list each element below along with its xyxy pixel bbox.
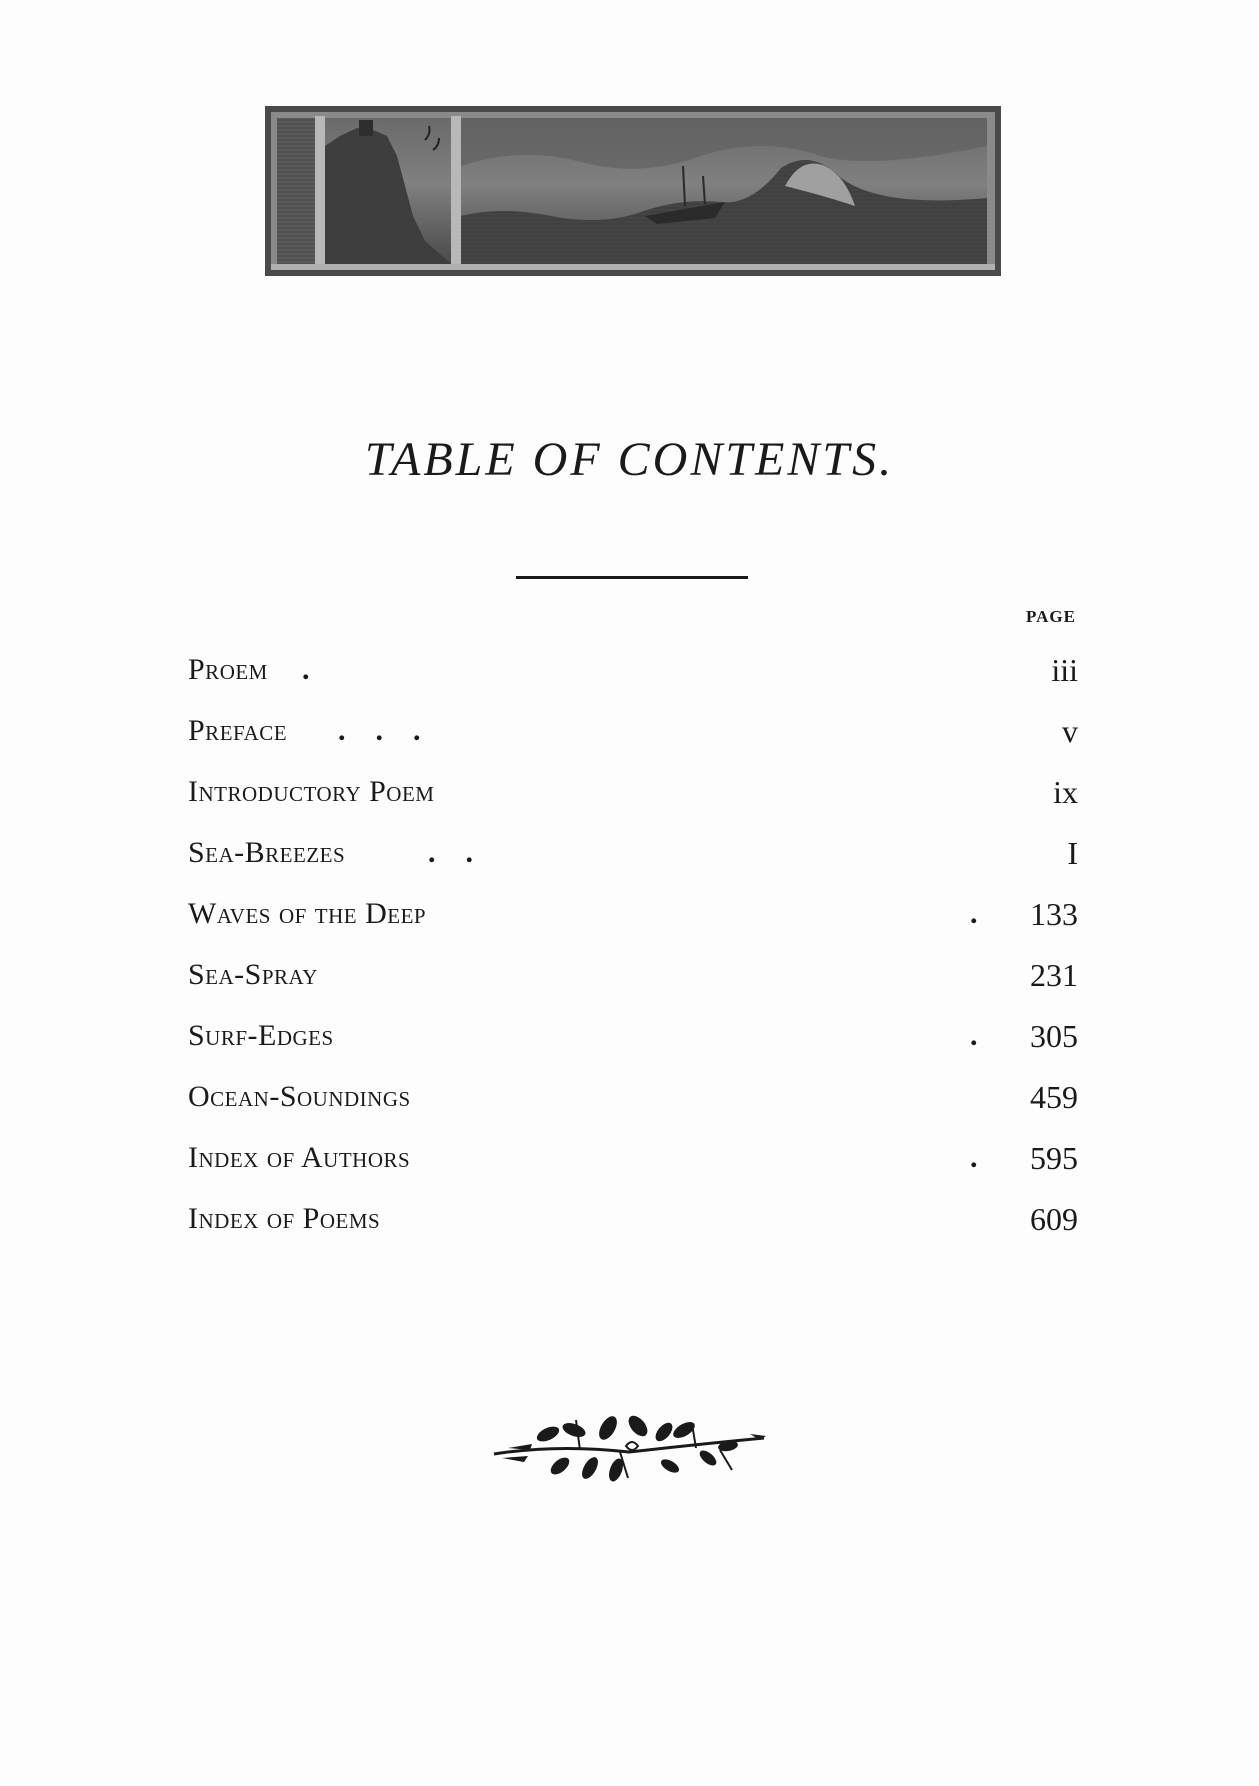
toc-entry-page: I: [1067, 835, 1078, 871]
seascape-engraving: [265, 106, 1001, 276]
page-title: TABLE OF CONTENTS.: [364, 433, 895, 486]
toc-entry[interactable]: [188, 1138, 1078, 1199]
title-rule: [516, 576, 748, 579]
page-column-label: PAGE: [1026, 607, 1076, 626]
toc-entry[interactable]: [188, 833, 1078, 894]
toc-entry-page: 595: [1030, 1140, 1078, 1176]
toc-entry-leader: .: [970, 1141, 978, 1174]
toc-entry-page: 609: [1030, 1201, 1078, 1237]
toc-entry-title: Sea-Spray: [188, 958, 318, 991]
toc-entry-title: Sea-Breezes: [188, 836, 346, 869]
toc-entry[interactable]: [188, 711, 1078, 772]
toc-entry-page: v: [1062, 713, 1078, 749]
toc-entry-page: 231: [1030, 957, 1078, 993]
toc-entry-leader: .: [970, 897, 978, 930]
toc-entry-page: 133: [1030, 896, 1078, 932]
toc-entry[interactable]: [188, 1016, 1078, 1077]
toc-entry[interactable]: [188, 1199, 1078, 1260]
toc-entry-title: Preface: [188, 714, 288, 747]
table-of-contents: [188, 650, 1078, 1260]
toc-entry-title: Introductory Poem: [188, 775, 435, 808]
toc-entry-title: Proem: [188, 653, 268, 686]
toc-entry[interactable]: [188, 894, 1078, 955]
toc-entry-title: Surf-Edges: [188, 1019, 334, 1052]
toc-entry-title: Waves of the Deep: [188, 897, 427, 930]
toc-entry-page: ix: [1053, 774, 1078, 810]
toc-entry-page: 459: [1030, 1079, 1078, 1115]
toc-entry-leader: . . .: [338, 714, 421, 747]
toc-entry[interactable]: [188, 650, 1078, 711]
toc-entry[interactable]: [188, 1077, 1078, 1138]
toc-entry-page: 305: [1030, 1018, 1078, 1054]
leaf-garland-ornament: [488, 1408, 770, 1488]
toc-entry-title: Index of Authors: [188, 1141, 411, 1174]
toc-entry-leader: . .: [428, 836, 473, 869]
toc-entry-page: iii: [1051, 652, 1078, 688]
toc-entry-title: Index of Poems: [188, 1202, 381, 1235]
toc-entry[interactable]: [188, 772, 1078, 833]
toc-entry-leader: .: [302, 653, 310, 686]
toc-entry-title: Ocean-Soundings: [188, 1080, 411, 1113]
toc-entry[interactable]: [188, 955, 1078, 1016]
toc-entry-leader: .: [970, 1019, 978, 1052]
